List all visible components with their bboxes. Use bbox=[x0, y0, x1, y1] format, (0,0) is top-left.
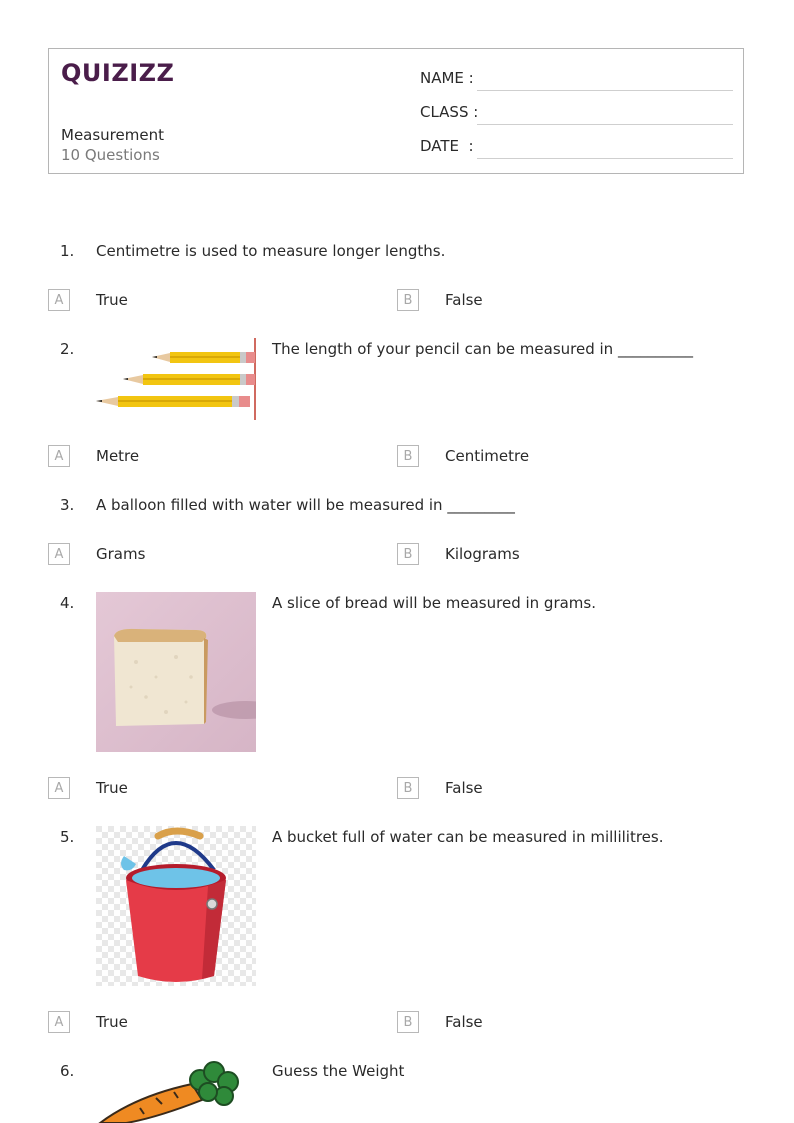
worksheet-title: Measurement bbox=[61, 126, 164, 144]
question-number: 6. bbox=[60, 1062, 75, 1080]
name-field[interactable] bbox=[420, 69, 733, 91]
question-text: Centimetre is used to measure longer lengths. bbox=[96, 242, 446, 260]
option-b-text: False bbox=[445, 779, 483, 797]
option-a-text: Metre bbox=[96, 447, 140, 465]
option-b-box[interactable]: B bbox=[397, 1011, 419, 1033]
question-number: 5. bbox=[60, 828, 75, 846]
question-text: A slice of bread will be measured in grams. bbox=[272, 594, 597, 612]
date-label: DATE : bbox=[420, 137, 474, 155]
option-b-box[interactable]: B bbox=[397, 777, 419, 799]
bread-image bbox=[96, 592, 256, 752]
option-b-text: False bbox=[445, 1013, 483, 1031]
question-text: The length of your pencil can be measured in __________ bbox=[272, 340, 693, 358]
question-text: Guess the Weight bbox=[272, 1062, 405, 1080]
question-number: 2. bbox=[60, 340, 75, 358]
option-b-box[interactable]: B bbox=[397, 289, 419, 311]
date-field[interactable] bbox=[420, 137, 733, 159]
quizizz-logo: QUIZIZZ bbox=[61, 59, 175, 87]
carrot-image bbox=[96, 1060, 256, 1123]
pencils-icon bbox=[96, 338, 256, 422]
class-field[interactable] bbox=[420, 103, 733, 125]
question-number: 3. bbox=[60, 496, 75, 514]
class-line bbox=[477, 124, 733, 125]
question-text: A bucket full of water can be measured in millilitres. bbox=[272, 828, 664, 846]
option-a-text: True bbox=[96, 779, 128, 797]
option-b-text: False bbox=[445, 291, 483, 309]
worksheet-header bbox=[48, 48, 744, 174]
date-line bbox=[477, 158, 733, 159]
option-a-text: Grams bbox=[96, 545, 146, 563]
bucket-image bbox=[96, 826, 256, 986]
name-line bbox=[477, 90, 733, 91]
class-label: CLASS : bbox=[420, 103, 479, 121]
option-b-box[interactable]: B bbox=[397, 445, 419, 467]
question-number: 1. bbox=[60, 242, 75, 260]
option-a-box[interactable]: A bbox=[48, 777, 70, 799]
option-a-box[interactable]: A bbox=[48, 1011, 70, 1033]
option-a-text: True bbox=[96, 1013, 128, 1031]
question-count: 10 Questions bbox=[61, 146, 160, 164]
option-a-text: True bbox=[96, 291, 128, 309]
name-label: NAME : bbox=[420, 69, 474, 87]
option-a-box[interactable]: A bbox=[48, 289, 70, 311]
option-a-box[interactable]: A bbox=[48, 445, 70, 467]
question-text: A balloon filled with water will be measured in _________ bbox=[96, 496, 515, 514]
option-b-text: Centimetre bbox=[445, 447, 530, 465]
option-b-text: Kilograms bbox=[445, 545, 520, 563]
option-a-box[interactable]: A bbox=[48, 543, 70, 565]
option-b-box[interactable]: B bbox=[397, 543, 419, 565]
question-number: 4. bbox=[60, 594, 75, 612]
